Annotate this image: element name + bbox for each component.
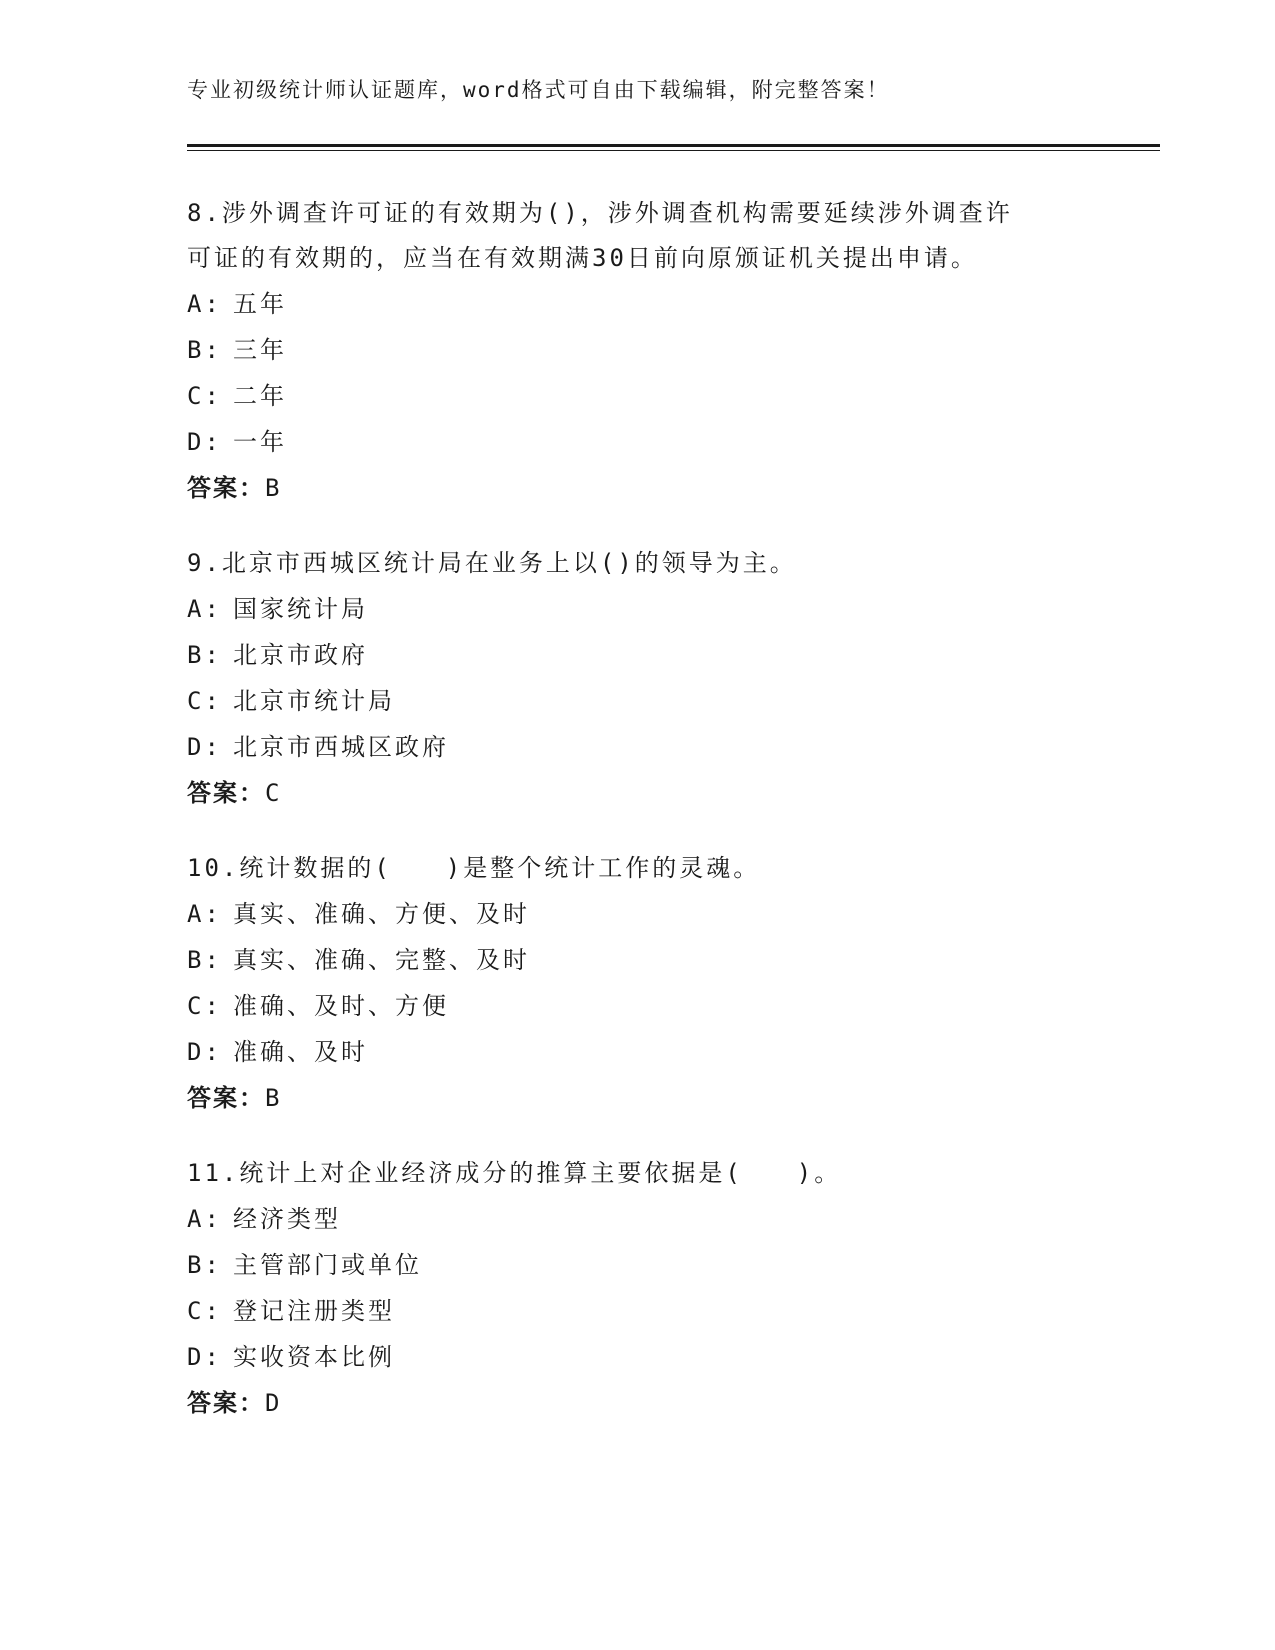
option-text: 登记注册类型 [233,1297,395,1325]
answer-label: 答案： [187,474,265,502]
option-text: 一年 [233,428,287,456]
option-text: 二年 [233,382,287,410]
option-text: 真实、准确、方便、及时 [233,900,530,928]
option-key: C: [187,992,222,1020]
question-stem-line: 9.北京市西城区统计局在业务上以()的领导为主。 [187,549,797,577]
answer-line [187,1380,1087,1426]
option-key: D: [187,733,222,761]
answer-value: D [265,1389,282,1417]
answer-value: B [265,474,282,502]
option-key: B: [187,336,222,364]
option-text: 北京市西城区政府 [233,733,449,761]
question-stem-line: 11.统计上对企业经济成分的推算主要依据是( )。 [187,1159,842,1187]
option-key: C: [187,1297,222,1325]
option-a [187,586,1087,632]
answer-line [187,770,1087,816]
option-key: A: [187,595,222,623]
header-divider-thin [187,150,1160,151]
option-key: B: [187,1251,222,1279]
answer-line [187,1075,1087,1121]
option-d [187,1334,1087,1380]
answer-label: 答案： [187,1084,265,1112]
answer-label: 答案： [187,1389,265,1417]
option-key: C: [187,382,222,410]
answer-value: C [265,779,282,807]
option-text: 主管部门或单位 [233,1251,422,1279]
option-b [187,327,1087,373]
option-key: B: [187,946,222,974]
option-c [187,1288,1087,1334]
option-c [187,678,1087,724]
option-b [187,937,1087,983]
option-c [187,983,1087,1029]
option-d [187,419,1087,465]
option-a [187,281,1087,327]
question-stem-line: 8.涉外调查许可证的有效期为()，涉外调查机构需要延续涉外调查许 [187,199,1013,227]
option-key: D: [187,428,222,456]
option-key: D: [187,1343,222,1371]
option-key: B: [187,641,222,669]
option-text: 经济类型 [233,1205,341,1233]
option-a [187,891,1087,937]
option-b [187,632,1087,678]
option-text: 三年 [233,336,287,364]
option-key: C: [187,687,222,715]
option-d [187,724,1087,770]
question-9 [187,541,1087,816]
question-11 [187,1151,1087,1426]
option-text: 准确、及时、方便 [233,992,449,1020]
option-text: 北京市政府 [233,641,368,669]
answer-label: 答案： [187,779,265,807]
question-10 [187,846,1087,1121]
option-text: 真实、准确、完整、及时 [233,946,530,974]
option-b [187,1242,1087,1288]
option-key: D: [187,1038,222,1066]
answer-line [187,465,1087,511]
question-8 [187,191,1087,511]
option-text: 北京市统计局 [233,687,395,715]
option-key: A: [187,1205,222,1233]
answer-value: B [265,1084,282,1112]
option-text: 五年 [233,290,287,318]
option-c [187,373,1087,419]
option-text: 实收资本比例 [233,1343,395,1371]
option-d [187,1029,1087,1075]
page-header-title: 专业初级统计师认证题库，word格式可自由下载编辑，附完整答案！ [187,78,890,102]
question-stem-line: 10.统计数据的( )是整个统计工作的灵魂。 [187,854,761,882]
header-divider-thick [187,144,1160,147]
option-key: A: [187,900,222,928]
question-stem-line: 可证的有效期的，应当在有效期满30日前向原颁证机关提出申请。 [187,244,978,272]
option-a [187,1196,1087,1242]
option-key: A: [187,290,222,318]
option-text: 准确、及时 [233,1038,368,1066]
option-text: 国家统计局 [233,595,368,623]
